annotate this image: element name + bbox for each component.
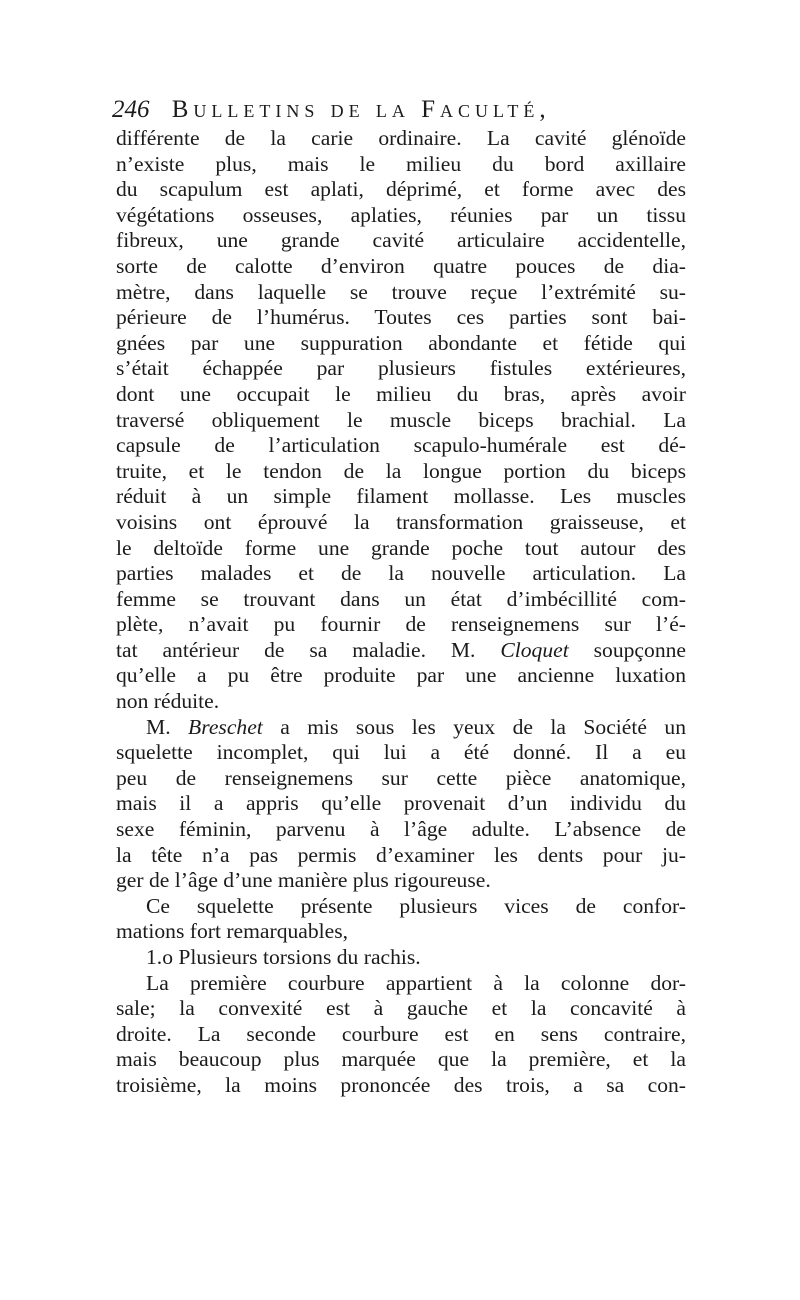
text-segment: fibreux, une grande cavité articulaire accidentelle, [116,228,686,253]
text-line [116,152,686,178]
text-segment: mètre, dans laquelle se trouve reçue l’extrémité su- [116,279,686,304]
text-segment: 1.o Plusieurs torsions du rachis. [146,945,421,969]
text-line [116,638,686,664]
text-line [116,254,686,280]
text-line [116,484,686,510]
text-segment: mations fort remarquables, [116,919,349,944]
text-line [116,203,686,229]
text-segment: tat antérieur de sa maladie. M. [116,637,501,662]
text-line [116,689,686,715]
text-line [116,740,686,766]
text-line [116,791,686,817]
text-line [116,919,686,945]
text-line [116,126,686,152]
text-line [116,663,686,689]
text-segment: La première courbure appartient à la colonne dor- [146,970,686,995]
text-segment: Ce squelette présente plusieurs vices de confor- [146,893,686,918]
text-line [116,177,686,203]
text-line [116,868,686,894]
text-line [116,459,686,485]
text-line [116,561,686,587]
text-segment: gnées par une suppuration abondante et fétide qui [116,330,686,355]
text-segment: différente de la carie ordinaire. La cavité glénoïde [116,126,686,150]
text-segment: a mis sous les yeux de la Société un [262,714,686,739]
text-segment: s’était échappée par plusieurs fistules extérieures, [116,356,686,381]
italic-name: Cloquet [500,637,569,662]
text-segment: squelette incomplet, qui lui a été donné. Il a eu [116,740,686,765]
text-line [116,587,686,613]
text-segment: ger de l’âge d’une manière plus rigoureuse. [116,868,491,893]
body-text [116,126,686,1099]
text-segment: mais il a appris qu’elle provenait d’un individu du [116,791,686,816]
italic-name: Breschet [188,714,263,739]
text-segment: périeure de l’humérus. Toutes ces parties sont bai- [116,305,686,330]
text-segment: n’existe plus, mais le milieu du bord axillaire [116,151,686,176]
text-line [116,817,686,843]
text-segment: le deltoïde forme une grande poche tout autour des [116,535,686,560]
page-number: 246 [112,96,150,123]
text-segment: la tête n’a pas permis d’examiner les dents pour ju- [116,842,686,867]
text-line [116,1022,686,1048]
text-line [116,382,686,408]
text-segment: non réduite. [116,689,220,714]
text-segment: sexe féminin, parvenu à l’âge adulte. L’absence de [116,817,686,842]
text-segment: femme se trouvant dans un état d’imbécillité com- [116,586,686,611]
page-header [112,92,692,128]
text-line [116,536,686,562]
text-line [116,612,686,638]
text-line [116,996,686,1022]
text-segment: soupçonne [568,637,686,662]
text-segment: réduit à un simple filament mollasse. Les muscles [116,484,686,509]
text-line [116,356,686,382]
text-line [116,715,686,741]
text-line [116,894,686,920]
text-line [116,843,686,869]
text-segment: du scapulum est aplati, déprimé, et forme avec des [116,177,686,202]
text-segment: sale; la convexité est à gauche et la concavité à [116,996,686,1021]
text-line [116,228,686,254]
text-line [116,433,686,459]
text-segment: truite, et le tendon de la longue portion du biceps [116,458,686,483]
text-segment: sorte de calotte d’environ quatre pouces de dia- [116,253,686,278]
text-segment: parties malades et de la nouvelle articulation. La [116,561,686,586]
text-segment: voisins ont éprouvé la transformation graisseuse, et [116,509,686,534]
text-line [116,331,686,357]
text-segment: plète, n’avait pu fournir de renseignemens sur l’é- [116,612,686,637]
text-segment: troisième, la moins prononcée des trois, a sa con- [116,1072,686,1097]
text-line [116,408,686,434]
text-line [116,1047,686,1073]
text-segment: droite. La seconde courbure est en sens contraire, [116,1021,686,1046]
text-segment: M. [146,714,189,739]
running-title: Bulletins de la Faculté, [171,96,551,123]
text-segment: dont une occupait le milieu du bras, après avoir [116,381,686,406]
text-segment: capsule de l’articulation scapulo-humérale est dé- [116,433,686,458]
text-line [116,945,686,971]
text-line [116,971,686,997]
text-line [116,1073,686,1099]
text-line [116,305,686,331]
text-segment: traversé obliquement le muscle biceps brachial. La [116,407,686,432]
text-segment: qu’elle a pu être produite par une ancienne luxation [116,663,686,688]
text-line [116,766,686,792]
text-segment: peu de renseignemens sur cette pièce anatomique, [116,765,686,790]
text-segment: mais beaucoup plus marquée que la première, et la [116,1047,686,1072]
text-line [116,510,686,536]
text-segment: végétations osseuses, aplaties, réunies par un tissu [116,202,686,227]
text-line [116,280,686,306]
